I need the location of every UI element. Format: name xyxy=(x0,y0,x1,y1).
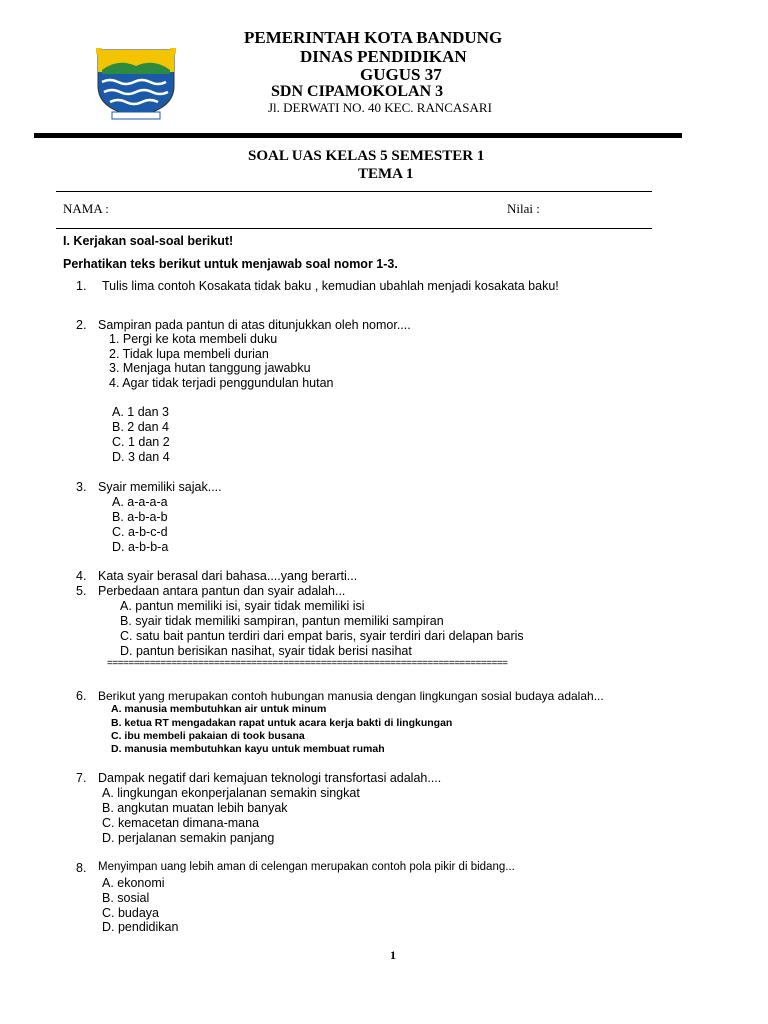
q2-line: 1. Pergi ke kota membeli duku xyxy=(109,332,278,346)
exam-subtitle: TEMA 1 xyxy=(358,166,414,182)
q7-option: B. angkutan muatan lebih banyak xyxy=(102,801,288,815)
q8-option: A. ekonomi xyxy=(102,876,165,890)
section-intro: Perhatikan teks berikut untuk menjawab soal nomor 1-3. xyxy=(63,257,398,271)
separator-line: =========================================================================== xyxy=(107,658,508,669)
bandung-emblem-icon xyxy=(88,44,184,122)
q8-text: Menyimpan uang lebih aman di celengan merupakan contoh pola pikir di bidang... xyxy=(98,861,515,873)
q2-option: B. 2 dan 4 xyxy=(112,420,169,434)
q6-text: Berikut yang merupakan contoh hubungan manusia dengan lingkungan sosial budaya adalah... xyxy=(98,689,604,703)
header-line1: PEMERINTAH KOTA BANDUNG xyxy=(244,28,503,47)
q3-option: A. a-a-a-a xyxy=(112,495,168,509)
q2-line: 4. Agar tidak terjadi penggundulan hutan xyxy=(109,376,334,390)
header-line2: DINAS PENDIDIKAN xyxy=(300,47,467,66)
q2-line: 3. Menjaga hutan tanggung jawabku xyxy=(109,361,311,375)
q1-number: 1. xyxy=(76,279,87,293)
q5-text: Perbedaan antara pantun dan syair adalah... xyxy=(98,584,346,598)
q8-option: B. sosial xyxy=(102,891,150,905)
q7-number: 7. xyxy=(76,771,87,785)
q3-option: C. a-b-c-d xyxy=(112,525,168,539)
q2-number: 2. xyxy=(76,318,87,332)
q6-option: A. manusia membutuhkan air untuk minum xyxy=(111,703,327,715)
nilai-label: Nilai : xyxy=(507,201,540,216)
q2-option: C. 1 dan 2 xyxy=(112,435,170,449)
q3-number: 3. xyxy=(76,480,87,494)
q3-option: B. a-b-a-b xyxy=(112,510,168,524)
q7-text: Dampak negatif dari kemajuan teknologi transfortasi adalah.... xyxy=(98,771,442,785)
q5-option: B. syair tidak memiliki sampiran, pantun memiliki sampiran xyxy=(120,614,444,628)
header-address: Jl. DERWATI NO. 40 KEC. RANCASARI xyxy=(268,100,492,115)
q5-option: C. satu bait pantun terdiri dari empat baris, syair terdiri dari delapan baris xyxy=(120,629,524,643)
q6-number: 6. xyxy=(76,689,87,703)
form-bottom-line xyxy=(56,228,652,229)
exam-title: SOAL UAS KELAS 5 SEMESTER 1 xyxy=(248,148,485,164)
q7-option: D. perjalanan semakin panjang xyxy=(102,831,275,845)
q2-line: 2. Tidak lupa membeli durian xyxy=(109,347,269,361)
q4-text: Kata syair berasal dari bahasa....yang berarti... xyxy=(98,569,358,583)
page-number: 1 xyxy=(390,948,396,962)
q7-option: A. lingkungan ekonperjalanan semakin singkat xyxy=(102,786,360,800)
q2-text: Sampiran pada pantun di atas ditunjukkan oleh nomor.... xyxy=(98,318,411,332)
q8-option: C. budaya xyxy=(102,906,159,920)
q5-number: 5. xyxy=(76,584,87,598)
form-top-line xyxy=(56,191,652,192)
q1-text: Tulis lima contoh Kosakata tidak baku , kemudian ubahlah menjadi kosakata baku! xyxy=(102,279,559,293)
header-divider xyxy=(34,133,682,138)
section-heading: I. Kerjakan soal-soal berikut! xyxy=(63,234,234,248)
header-line4: SDN CIPAMOKOLAN 3 xyxy=(271,83,444,100)
q5-option: A. pantun memiliki isi, syair tidak memiliki isi xyxy=(120,599,365,613)
q3-text: Syair memiliki sajak.... xyxy=(98,480,222,494)
q7-option: C. kemacetan dimana-mana xyxy=(102,816,260,830)
q2-option: D. 3 dan 4 xyxy=(112,450,170,464)
q4-number: 4. xyxy=(76,569,87,583)
q3-option: D. a-b-b-a xyxy=(112,540,169,554)
q2-option: A. 1 dan 3 xyxy=(112,405,169,419)
header-line3: GUGUS 37 xyxy=(360,65,442,84)
q5-option: D. pantun berisikan nasihat, syair tidak berisi nasihat xyxy=(120,644,412,658)
q6-option: B. ketua RT mengadakan rapat untuk acara kerja bakti di lingkungan xyxy=(111,717,453,729)
q6-option: D. manusia membutuhkan kayu untuk membuat rumah xyxy=(111,743,385,755)
q6-option: C. ibu membeli pakaian di took busana xyxy=(111,730,305,742)
q8-option: D. pendidikan xyxy=(102,920,179,934)
nama-label: NAMA : xyxy=(63,201,109,216)
q8-number: 8. xyxy=(76,861,87,875)
